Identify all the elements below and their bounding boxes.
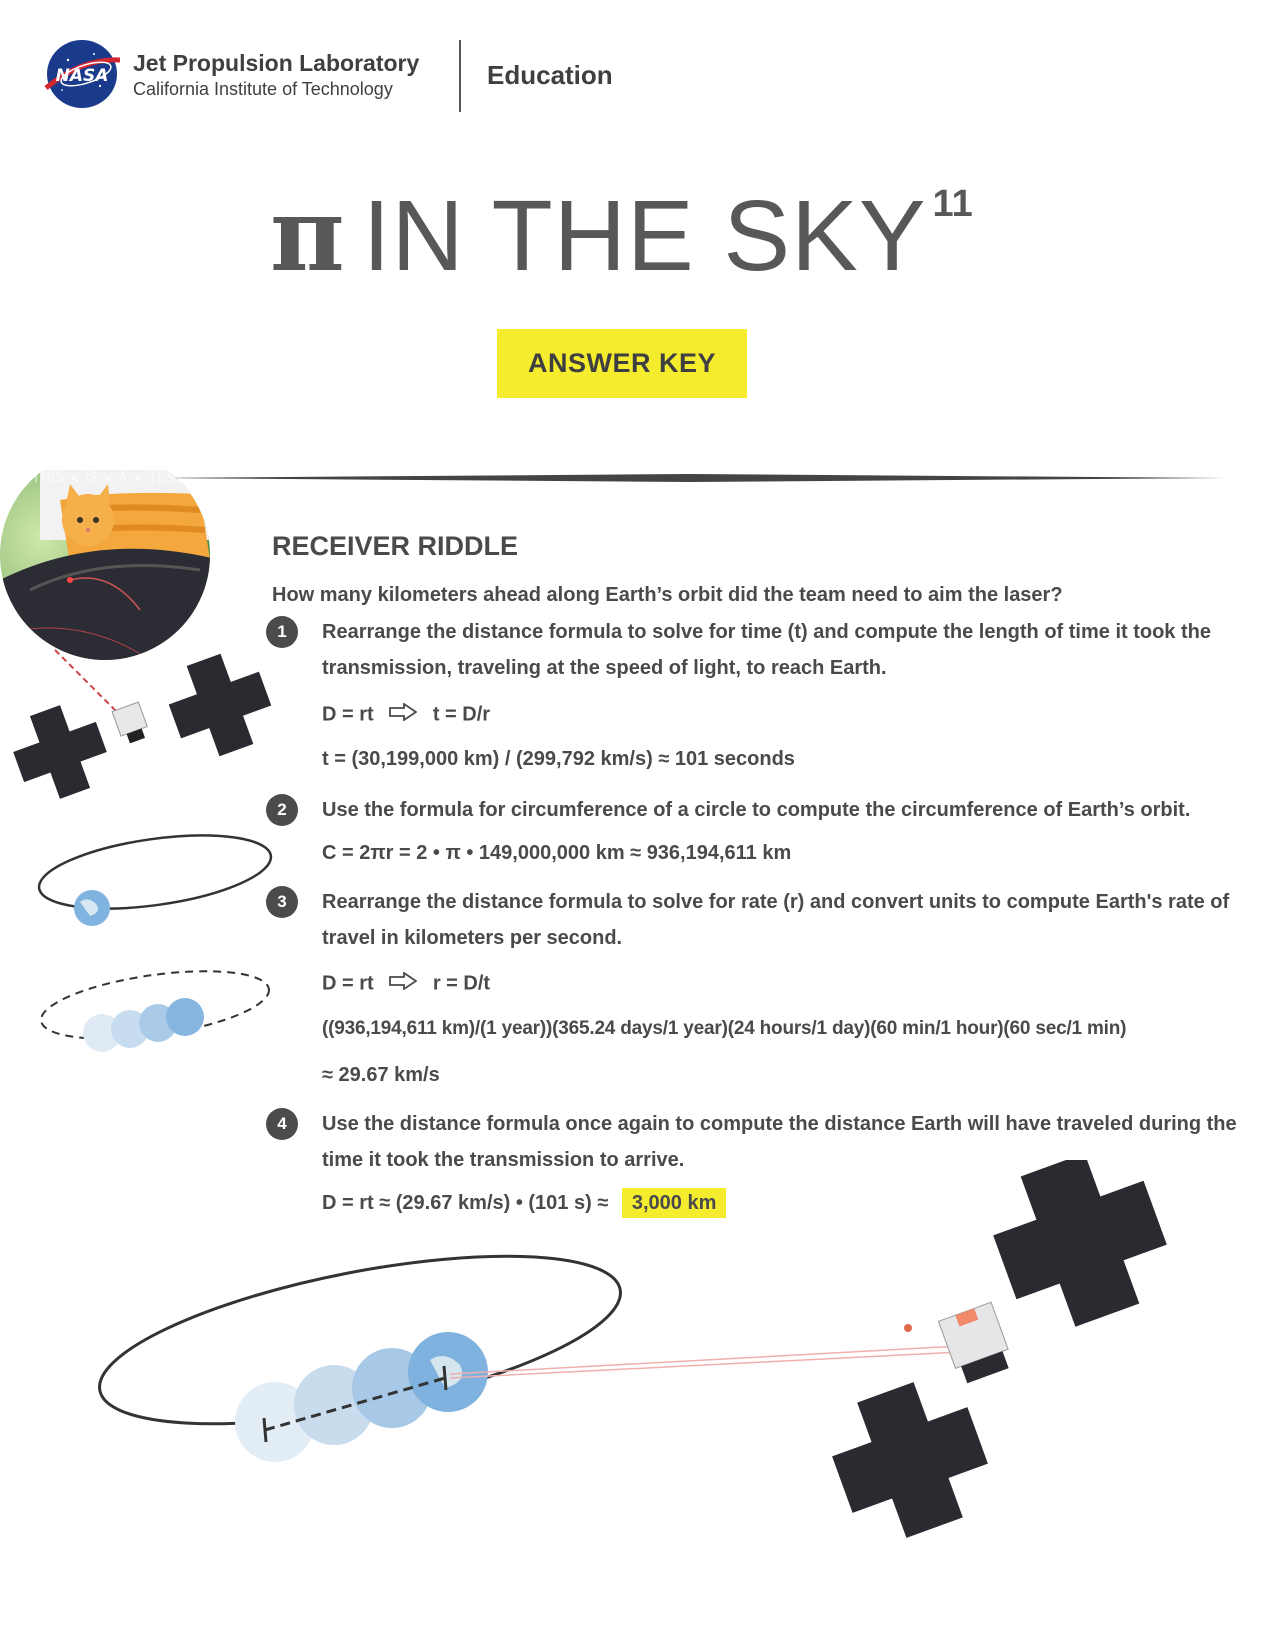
org-name: Jet Propulsion Laboratory xyxy=(133,50,420,76)
title-pi: π xyxy=(270,175,345,295)
title-superscript: 11 xyxy=(932,183,973,225)
earth-orbit-spacecraft-illustration xyxy=(40,1160,1240,1610)
step-1-calculation: t = (30,199,000 km) / (299,792 km/s) ≈ 101 seconds xyxy=(322,748,795,770)
riddle-question: How many kilometers ahead along Earth’s orbit did the team need to aim the laser? xyxy=(272,584,1063,606)
step-1-eq-right: t = D/r xyxy=(432,703,491,726)
cat-laser-illustration xyxy=(0,470,290,810)
step-2-text: Use the formula for circumference of a circle to compute the circumference of Earth’s orbit. xyxy=(322,799,1191,821)
step-3-eq-left: D = rt xyxy=(322,972,374,995)
step-number-4: 4 xyxy=(266,1108,298,1140)
org-subtitle: California Institute of Technology xyxy=(133,79,393,99)
final-answer: 3,000 km xyxy=(622,1188,727,1218)
arrow-right-icon xyxy=(389,972,417,996)
step-number-3: 3 xyxy=(266,886,298,918)
step-4-calc: D = rt ≈ (29.67 km/s) • (101 s) ≈ xyxy=(322,1192,609,1214)
section-label: Education xyxy=(487,60,613,90)
step-number-1: 1 xyxy=(266,616,298,648)
step-3-calculation: ((936,194,611 km)/(1 year))(365.24 days/1 year)(24 hours/1 day)(60 min/1 hour)(60 sec/1 min) xyxy=(322,1018,1127,1039)
cat-caption: THIS × IS × A × TEST xyxy=(32,470,184,486)
earth-rate-illustration xyxy=(30,955,280,1075)
step-1-eq-left: D = rt xyxy=(322,703,374,726)
section-divider xyxy=(150,470,1226,480)
step-1-text: Rearrange the distance formula to solve for time (t) and compute the length of time it took the transmission, traveling at the speed of light, to reach Earth. xyxy=(322,621,1211,679)
answer-key-badge: ANSWER KEY xyxy=(497,329,747,398)
svg-text:NASA: NASA xyxy=(55,66,109,86)
step-3-equation xyxy=(322,972,490,996)
nasa-logo xyxy=(42,38,122,110)
header-divider xyxy=(459,40,461,112)
page-title xyxy=(270,175,973,295)
arrow-right-icon xyxy=(389,703,417,727)
step-1-equation xyxy=(322,703,490,727)
step-3-text: Rearrange the distance formula to solve for rate (r) and convert units to compute Earth's rate of travel in kilometers per second. xyxy=(322,891,1230,949)
step-3-result: ≈ 29.67 km/s xyxy=(322,1064,440,1086)
step-number-2: 2 xyxy=(266,794,298,826)
step-2-calculation: C = 2πr = 2 • π • 149,000,000 km ≈ 936,194,611 km xyxy=(322,842,792,864)
title-text: IN THE SKY xyxy=(362,180,927,292)
orbit-circumference-illustration xyxy=(30,820,280,930)
step-3-eq-right: r = D/t xyxy=(432,972,491,995)
step-4-text: Use the distance formula once again to compute the distance Earth will have traveled during the time it took the transmission to arrive. xyxy=(322,1113,1237,1171)
section-title: RECEIVER RIDDLE xyxy=(272,531,519,561)
